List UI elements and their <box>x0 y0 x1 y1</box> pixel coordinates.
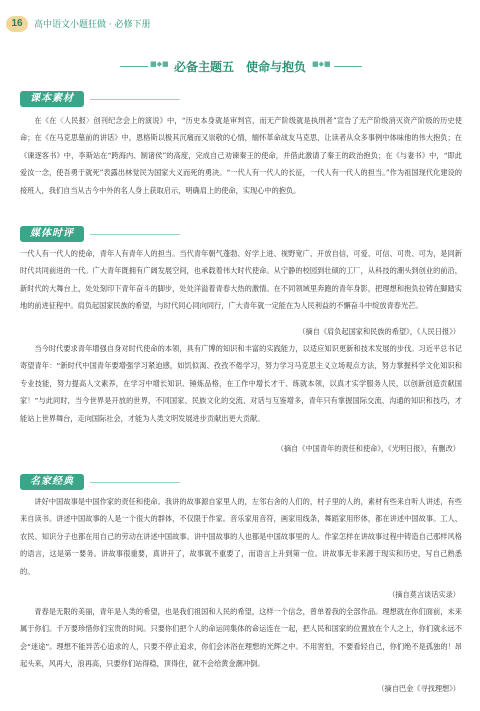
media-paragraph-1: 一代人有一代人的使命，青年人有青年人的担当。当代青年朝气蓬勃、好学上进、视野宽广、开放自信，可爱、可信、可贵、可为，是同新时代共同前进的一代。广大青年既拥有广阔发展空间，也承载着伟大时代使命。从宁静的校园到壮硕的工厂，从科技的潮头到创业的前沿，新时代的大舞台上，处处刻印下青年奋斗的脚步，处处洋溢着青春大热的激情。在不同领域里奔跑的青年身影，把理想和抱负拉铸在脚踏实地的前进征程中。肩负起国家民族的希望，与时代同心同向同行，广大青年就一定能在为人民利益的不懈奋斗中绽放青春光芒。 <box>20 249 462 311</box>
book-title: 高中语文小题狂做 · 必修下册 <box>34 20 151 30</box>
expert-tag-rule <box>90 482 180 483</box>
section-title <box>0 56 480 78</box>
media-tag: 媒体时评 <box>20 226 84 242</box>
page-number: 16 <box>6 16 28 32</box>
title-deco-left: ■◆■ <box>150 60 169 68</box>
material-tag-rule <box>90 99 180 100</box>
media-source-2: （摘自《中国青年的责任和使命》，《光明日报》，有删改） <box>276 444 460 453</box>
title-rule-left <box>120 66 148 67</box>
media-source-1: （摘自《肩负起国家和民族的希望》，《人民日报》） <box>298 327 460 336</box>
material-paragraph: 在《在〈人民报〉创刊纪念会上的演说》中，“历史本身就是审判官，而无产阶级就是执刑者”宣告了无产阶级消灭资产阶级的历史使命；在《在马克思墓前的讲话》中，恩格斯以极其沉痛而又崇敬的心情，缅怀革命战友马克思，让读者从众多事例中体味他的伟大抱负；在《谏逐客书》中，李斯站在“跨海内、制诸侯”的高度，完成自己劝谏秦王的使命，并借此激请了秦王的政治抱负；在《与妻书》中，“即此爱汝一念，使吾勇于就死”表露出林觉民为国家大义而死的勇决。“一代人有一代人的长征，一代人有一代人的担当。”作为祖国现代化建设的接班人，我们自当从古今中外的名人身上获取启示，明确肩上的使命，实现心中的抱负。 <box>20 116 462 195</box>
page-header <box>0 0 480 40</box>
material-tag: 课本素材 <box>20 91 84 107</box>
media-paragraph-2: 当今时代要求青年增强自身对时代使命的本领，具有广博的知识和丰富的实践能力，以适应知识更新和技术发展的步伐。习近平总书记寄望青年：“新时代中国青年要增强学习紧迫感，如饥似渴、孜孜不倦学习，努力学习马克思主义立场观点方法，努力掌握科学文化知识和专业技能，努力提高人文素养，在学习中增长知识、锤炼品格，在工作中增长才干、练就本领，以真才实学服务人民，以创新创造贡献国家！”与此同时，当今世界是开放的世界，不同国家、民族文化的交流、对话与互鉴增多，青年只有掌握国际交流、沟通的知识和技巧，才能站上世界舞台，走向国际社会，才能为人类文明发展进步贡献出更大贡献。 <box>20 344 462 423</box>
expert-source-2: （摘自巴金《寻找理想》） <box>377 684 460 693</box>
expert-paragraph-1: 讲好中国故事是中国作家的责任和使命。我讲的故事源自家里人的，左邻右舍的人们的，村子里的人的，素材有些来自听人讲述，有些来自读书。讲述中国故事的人是一个很大的群体，不仅限于作家。音乐家用音符，画家用线条，舞蹈家用形体，都在讲述中国故事。工人、农民、知识分子也都在用自己的劳动在讲述中国故事。讲中国故事的人也都是中国故事里的人。作家怎样在讲故事过程中铸造自己那样风格的语言，这是第一要务。讲故事很重要，真讲开了，故事就不重要了，而语言上升到第一位。讲故事无非来源于现实和历史，写自己熟悉的。 <box>20 497 462 576</box>
expert-tag: 名家经典 <box>20 474 84 490</box>
title-deco-right: ■◆■ <box>312 60 331 68</box>
section-heading: 必备主题五 使命与抱负 <box>173 60 306 74</box>
media-tag-rule <box>90 234 180 235</box>
expert-source-1: （摘自莫言谈话实录） <box>388 590 460 599</box>
title-rule-right <box>334 66 362 67</box>
expert-paragraph-2: 青春是无限的美丽，青年是人类的希望，也是我们祖国和人民的希望，这样一个信念，曾单着我的全部作品。理想就在你们面前，未来属于你们。千万要珍惜你们宝贵的时间。只要你们把个人的命运同集体的命运连在一起，把人民和国家的位置放在个人之上，你们就永远不会“迷途”。理想不能异苦心追求的人，只要不停止追求，你们会沐浴在理想的光辉之中。不用害怕，不要看轻自己，你们绝不是孤独的！昂起头来，风再大，浪再高，只要你们站得稳，顶得住，就不会给黄金潮冲倒。 <box>20 607 462 669</box>
